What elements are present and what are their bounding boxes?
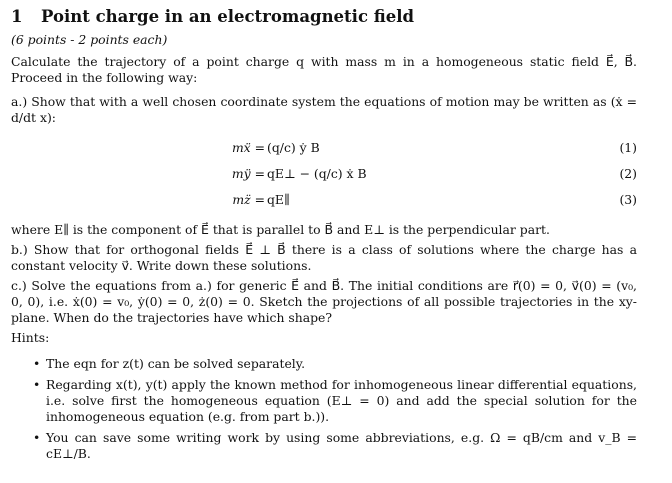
where-text: where E∥ is the component of E⃗ that is parallel to B⃗ and E⊥ is the perpendicular part. <box>11 222 550 237</box>
section-heading <box>11 6 637 28</box>
equation-1-number: (1) <box>619 140 637 155</box>
hint-item <box>11 356 637 372</box>
equation-3-number: (3) <box>619 192 637 207</box>
equation-3-lhs: mz̈ = <box>232 192 265 207</box>
hints-title: Hints: <box>11 330 50 345</box>
bullet-icon: • <box>33 430 41 445</box>
equation-2-number: (2) <box>619 166 637 181</box>
equation-2-lhs: mÿ = <box>231 166 265 181</box>
part-b-text: b.) Show that for orthogonal fields E⃗ ⊥ B⃗ there is a class of solutions where the charge has a constant velocity v⃗. Write down these solutions. <box>11 242 637 273</box>
exercise-page <box>11 6 637 467</box>
equation-1-lhs: mẍ = <box>231 140 265 155</box>
equation-1-rhs: (q/c) ẏ B <box>267 140 320 155</box>
intro-paragraph: Calculate the trajectory of a point charge q with mass m in a homogeneous static field E⃗, B⃗. Proceed in the following way: <box>11 54 637 85</box>
equation-3 <box>11 188 637 214</box>
bullet-icon: • <box>33 377 41 392</box>
equation-3-rhs: qE∥ <box>267 192 290 207</box>
part-c-text: c.) Solve the equations from a.) for generic E⃗ and B⃗. The initial conditions are r⃗(0) = 0, v⃗(0) = (v₀, 0, 0), i.e. ẋ(0) = v₀, ẏ(0) = 0, ż(0) = 0. Sketch the projections of all possible trajectories in the xy-plane. When do the trajectories have which shape? <box>11 278 637 325</box>
equations-of-motion <box>11 136 637 216</box>
hint-item <box>11 430 637 462</box>
equation-2 <box>11 162 637 188</box>
hint-item <box>11 377 637 425</box>
equation-2-rhs: qE⊥ − (q/c) ẋ B <box>267 166 367 181</box>
hint-text: You can save some writing work by using some abbreviations, e.g. Ω = qB/cm and v_B = cE⊥/B. <box>46 430 637 461</box>
part-a-text: a.) Show that with a well chosen coordinate system the equations of motion may be written as (ẋ = d/dt x): <box>11 94 637 125</box>
hint-text: Regarding x(t), y(t) apply the known method for inhomogeneous linear differential equations, i.e. solve first the homogeneous equation (E⊥ = 0) and add the special solution for the inhomogeneous equation (e.g. from part b.)). <box>46 377 637 424</box>
hint-text: The eqn for z(t) can be solved separately. <box>46 356 306 371</box>
bullet-icon: • <box>33 356 41 371</box>
equation-1 <box>11 136 637 162</box>
section-number: 1 <box>11 7 23 26</box>
section-title: Point charge in an electromagnetic field <box>41 7 415 26</box>
hints-list <box>11 356 637 462</box>
points-note: (6 points - 2 points each) <box>11 32 168 47</box>
